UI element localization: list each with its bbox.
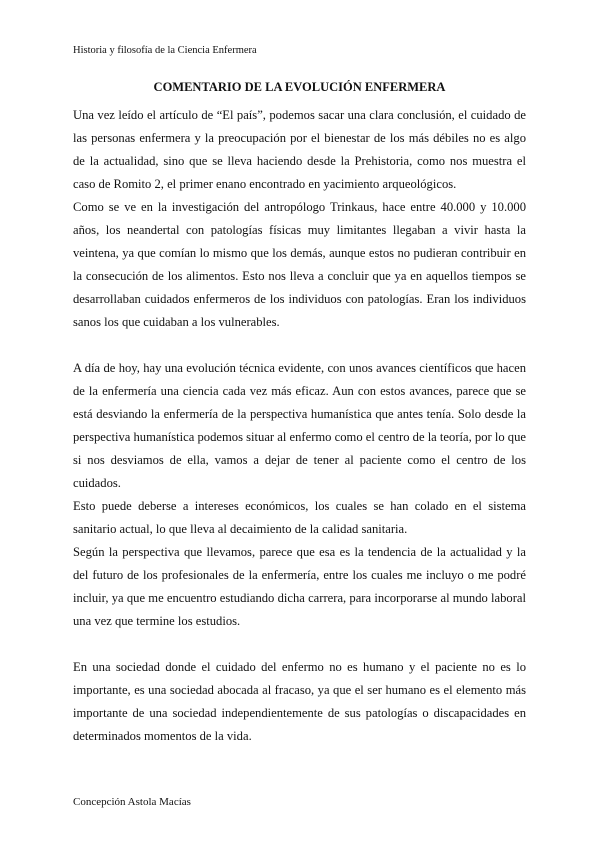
paragraph-intro: Una vez leído el artículo de “El país”, podemos sacar una clara conclusión, el cuidado de las personas enfermera y la preocupación por el bienestar de los más débiles no es algo de la actualidad, sino que se lleva haciendo desde la Prehistoria, como nos muestra el caso de Romito 2, el primer enano encontrado en yacimiento arqueológicos. (73, 108, 526, 191)
document-body (73, 104, 526, 748)
paragraph-conclusion: En una sociedad donde el cuidado del enfermo no es humano y el paciente no es lo importante, es una sociedad abocada al fracaso, ya que el ser humano es el elemento más importante de una sociedad independientemente de sus patologías o discapacidades en determinados momentos de la vida. (73, 660, 526, 743)
footer-author: Concepción Astola Macías (73, 796, 191, 808)
paragraph-economic: Esto puede deberse a intereses económicos, los cuales se han colado en el sistema sanitario actual, lo que lleva al decaimiento de la calidad sanitaria. (73, 499, 526, 536)
paragraph-today: A día de hoy, hay una evolución técnica evidente, con unos avances científicos que hacen de la enfermería una ciencia cada vez más eficaz. Aun con estos avances, parece que se está desviando la enfermería de la perspectiva humanística que antes tenía. Solo desde la perspectiva humanística podemos situar al enfermo como el centro de la teoría, por lo que si nos desviamos de ella, vamos a dejar de tener al paciente como el centro de los cuidados. (73, 361, 526, 490)
running-header: Historia y filosofía de la Ciencia Enfermera (73, 45, 257, 56)
paragraph-trinkaus: Como se ve en la investigación del antropólogo Trinkaus, hace entre 40.000 y 10.000 años, los neandertal con patologías físicas muy limitantes llegaban a vivir hasta la veintena, ya que comían lo mismo que los demás, aunque estos no pudieran contribuir en la consecución de los alimentos. Esto nos lleva a concluir que ya en aquellos tiempos se desarrollaban cuidados enfermeros de los individuos con patologías. Eran los individuos sanos los que cuidaban a los vulnerables. (73, 200, 526, 329)
paragraph-perspective: Según la perspectiva que llevamos, parece que esa es la tendencia de la actualidad y la del futuro de los profesionales de la enfermería, entre los cuales me incluyo o me podré incluir, ya que me encuentro estudiando dicha carrera, para incorporarse al mundo laboral una vez que termine los estudios. (73, 545, 526, 628)
document-title: COMENTARIO DE LA EVOLUCIÓN ENFERMERA (153, 80, 446, 94)
